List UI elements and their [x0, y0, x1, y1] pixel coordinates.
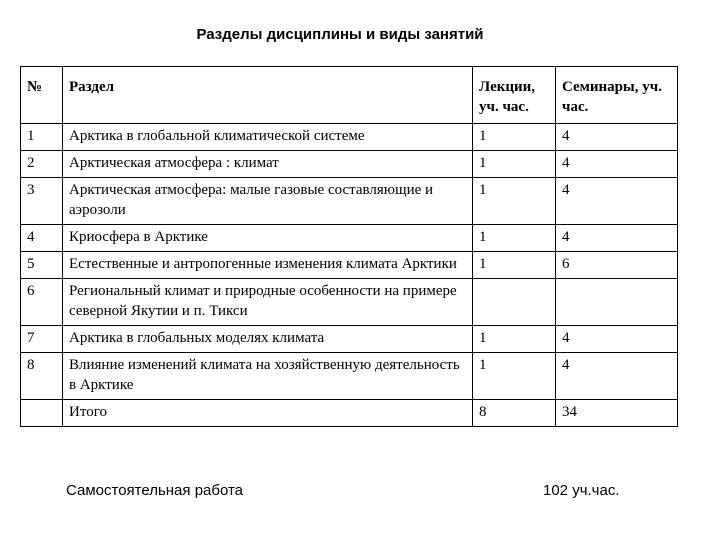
- header-section: Раздел: [63, 67, 473, 124]
- row-section: Влияние изменений климата на хозяйственную деятельность в Арктике: [63, 353, 473, 400]
- header-seminars: Семинары, уч. час.: [556, 67, 678, 124]
- row-num: 2: [21, 151, 63, 178]
- row-seminars: 4: [556, 178, 678, 225]
- table-row: [21, 178, 678, 225]
- row-seminars: 4: [556, 151, 678, 178]
- self-study-label: Самостоятельная работа: [66, 482, 244, 499]
- row-section: Региональный климат и природные особенности на примере северной Якутии и п. Тикси: [63, 279, 473, 326]
- table-row: [21, 279, 678, 326]
- total-seminars: 34: [556, 400, 678, 427]
- self-study-value: 102 уч.час.: [543, 482, 620, 499]
- row-seminars: 6: [556, 252, 678, 279]
- total-label: Итого: [63, 400, 473, 427]
- header-num: №: [21, 67, 63, 124]
- row-seminars: 4: [556, 326, 678, 353]
- row-lectures: 1: [473, 252, 556, 279]
- row-section: Арктика в глобальных моделях климата: [63, 326, 473, 353]
- total-lectures: 8: [473, 400, 556, 427]
- table-row: [21, 225, 678, 252]
- row-section: Естественные и антропогенные изменения климата Арктики: [63, 252, 473, 279]
- total-num-blank: [21, 400, 63, 427]
- row-seminars: 4: [556, 353, 678, 400]
- row-section: Арктика в глобальной климатической системе: [63, 124, 473, 151]
- row-lectures: 1: [473, 326, 556, 353]
- table-row: [21, 326, 678, 353]
- row-lectures: 1: [473, 353, 556, 400]
- row-seminars: 4: [556, 124, 678, 151]
- total-row: [21, 400, 678, 427]
- row-seminars: 4: [556, 225, 678, 252]
- table-row: [21, 252, 678, 279]
- row-lectures: 1: [473, 151, 556, 178]
- row-num: 7: [21, 326, 63, 353]
- row-num: 8: [21, 353, 63, 400]
- row-section: Криосфера в Арктике: [63, 225, 473, 252]
- row-num: 6: [21, 279, 63, 326]
- table-row: [21, 353, 678, 400]
- header-row: [21, 67, 678, 124]
- row-lectures: 1: [473, 124, 556, 151]
- table-row: [21, 124, 678, 151]
- row-section: Арктическая атмосфера : климат: [63, 151, 473, 178]
- sections-table: [20, 66, 678, 427]
- row-lectures: [473, 279, 556, 326]
- row-num: 3: [21, 178, 63, 225]
- header-lectures: Лекции, уч. час.: [473, 67, 556, 124]
- page-title: Разделы дисциплины и виды занятий: [196, 26, 484, 43]
- row-num: 4: [21, 225, 63, 252]
- table-row: [21, 151, 678, 178]
- row-section: Арктическая атмосфера: малые газовые составляющие и аэрозоли: [63, 178, 473, 225]
- row-lectures: 1: [473, 178, 556, 225]
- row-lectures: 1: [473, 225, 556, 252]
- row-num: 5: [21, 252, 63, 279]
- row-num: 1: [21, 124, 63, 151]
- row-seminars: [556, 279, 678, 326]
